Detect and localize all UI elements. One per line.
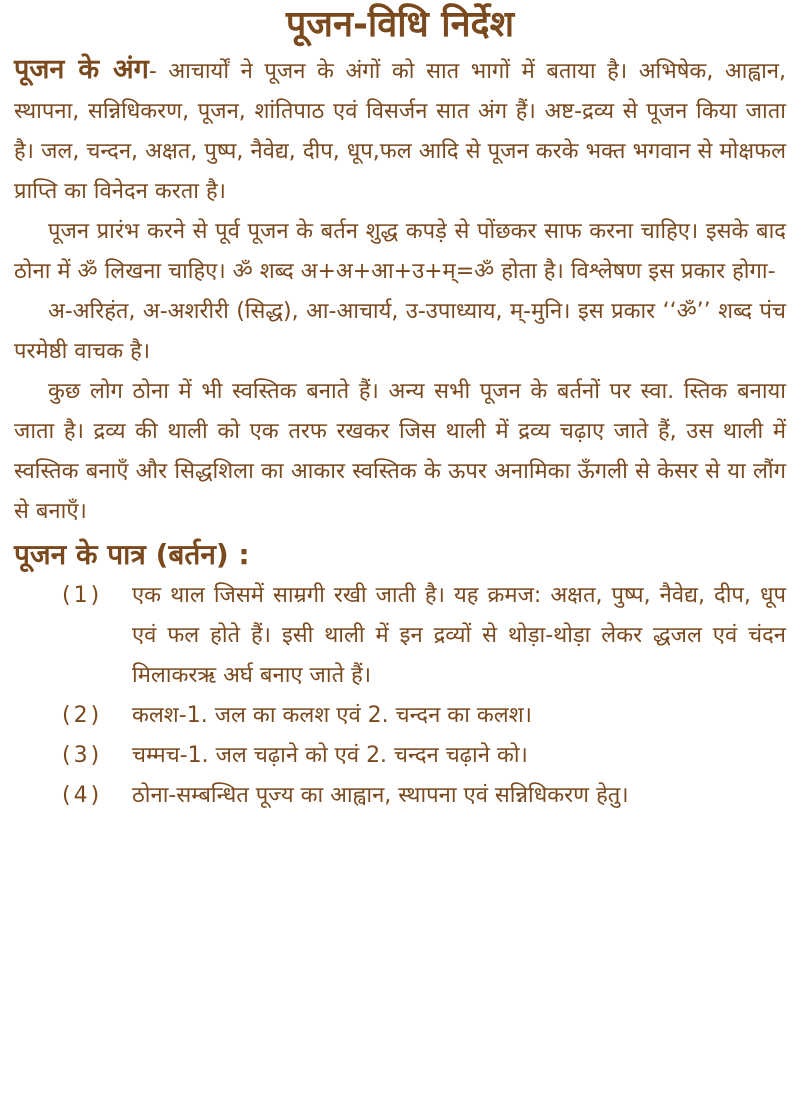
paragraph-vessel-cleaning: पूजन प्रारंभ करने से पूर्व पूजन के बर्तन शुद्ध कपड़े से पोंछकर साफ करना चाहिए। इसके बाद ठोना में ॐ लिखना चाहिए। ॐ शब्द अ+अ+आ+उ+म्=ॐ होता है। विश्लेषण इस प्रकार होगा- [14,219,786,284]
paragraph-puja-ang [14,50,786,212]
list-item [14,696,786,736]
list-text: ठोना-सम्बन्धित पूज्य का आह्वान, स्थापना एवं सन्निधिकरण हेतु। [132,783,629,808]
paragraph-swastik: कुछ लोग ठोना में भी स्वस्तिक बनाते हैं। अन्य सभी पूजन के बर्तनों पर स्वा. स्तिक बनाया जाता है। द्रव्य की थाली को एक तरफ रखकर जिस थाली में द्रव्य चढ़ाए जाते हैं, उस थाली में स्वस्तिक बनाएँ और सिद्धशिला का आकार स्वस्तिक के ऊपर अनामिका ऊँगली से केसर से या लौंग से बनाएँ। [14,379,786,524]
paragraph-text: - आचार्यों ने पूजन के अंगों को सात भागों में बताया है। अभिषेक, आह्वान, स्थापना, सन्निधिकरण, पूजन, शांतिपाठ एवं विसर्जन सात अंग हैं। अष्ट-द्रव्य से पूजन किया जाता है। जल, चन्दन, अक्षत, पुष्प, नैवेद्य, दीप, धूप,फल आदि से पूजन करके भक्त भगवान से मोक्षफल प्राप्ति का विनेदन करता है। [14,59,786,204]
list-number: (4) [62,783,103,808]
list-text: एक थाल जिसमें साम्रगी रखी जाती है। यह क्रमज: अक्षत, पुष्प, नैवेद्य, दीप, धूप एवं फल होते हैं। इसी थाली में इन द्रव्यों से थोड़ा-थोड़ा लेकर द्धजल एवं चंदन मिलाकरऋ अर्घ बनाए जाते हैं। [132,583,786,688]
list-item [14,776,786,816]
document-page [0,2,800,1110]
list-item [14,576,786,696]
list-text: कलश-1. जल का कलश एवं 2. चन्दन का कलश। [132,703,533,728]
page-title: पूजन-विधि निर्देश [285,4,515,45]
list-number: (3) [62,743,103,768]
section-heading-puja-ang: पूजन के अंग [14,54,149,85]
list-number: (2) [62,703,103,728]
section-heading-puja-patra: पूजन के पात्र (बर्तन) : [14,538,250,571]
paragraph-om-analysis: अ-अरिहंत, अ-अशरीरी (सिद्ध), आ-आचार्य, उ-उपाध्याय, म्-मुनि। इस प्रकार ‘‘ॐ’’ शब्द पंच परमेष्ठी वाचक है। [14,299,786,364]
list-text: चम्मच-1. जल चढ़ाने को एवं 2. चन्दन चढ़ाने को। [132,743,528,768]
vessel-list [14,576,786,816]
list-item [14,736,786,776]
list-number: (1) [62,583,103,608]
